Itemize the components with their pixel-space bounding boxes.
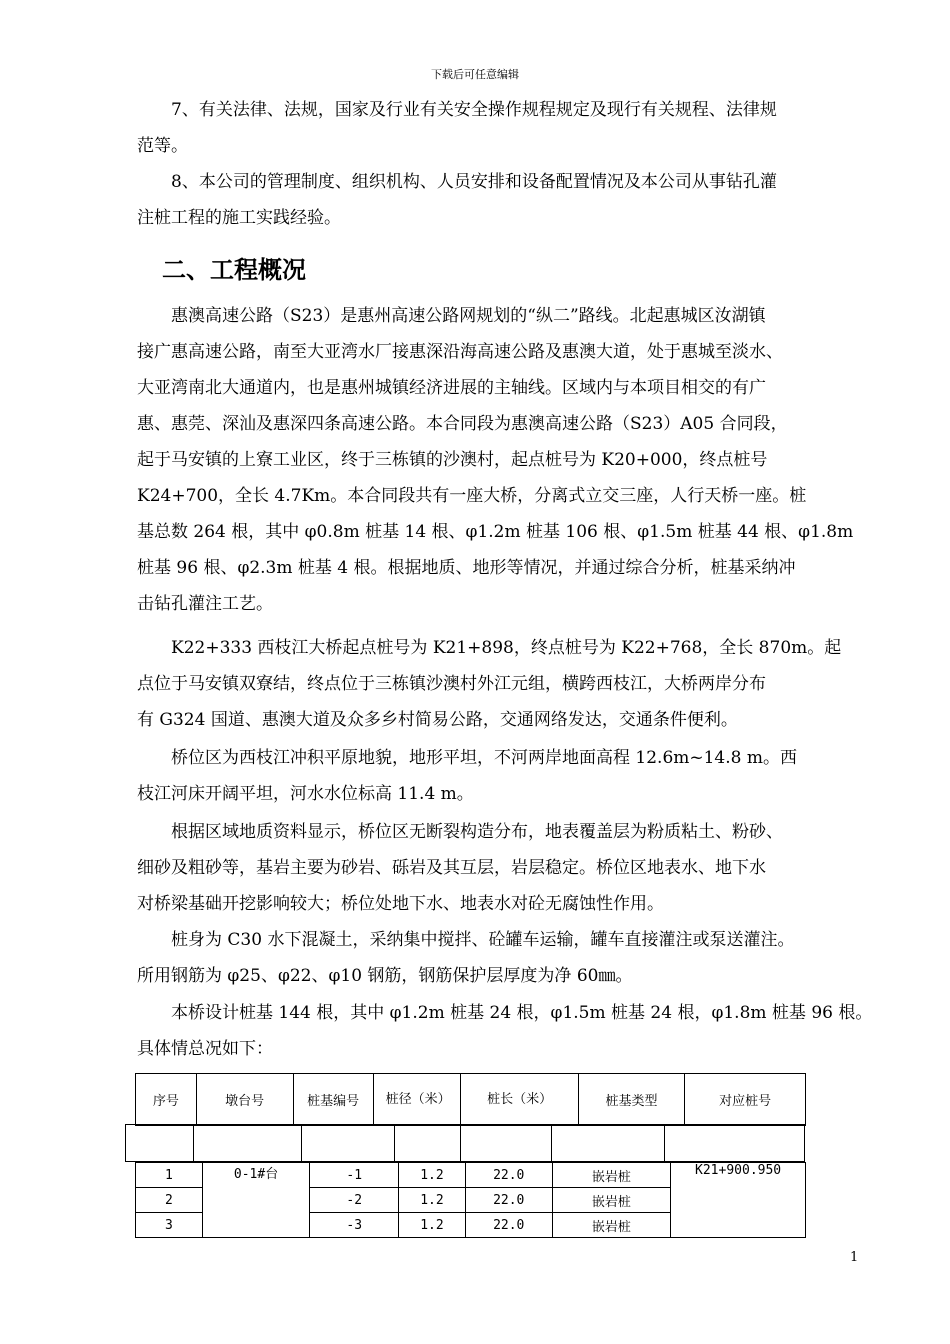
paragraph-overview xyxy=(137,298,861,622)
cell-index: 1 xyxy=(136,1163,203,1188)
cell-pile-id: -3 xyxy=(310,1213,399,1238)
text-line: 起于马安镇的上寮工业区，终于三栋镇的沙澳村，起点桩号为 K20+000，终点桩号 xyxy=(137,450,768,470)
text-line: 具体情总况如下： xyxy=(137,1039,273,1059)
text-line: 7、有关法律、法规，国家及行业有关安全操作规程规定及现行有关规程、法律规 xyxy=(171,100,777,120)
text-line: 桩身为 C30 水下混凝土，采纳集中搅拌、砼罐车运输，罐车直接灌注或泵送灌注。 xyxy=(171,930,795,950)
cell-type: 嵌岩桩 xyxy=(552,1163,671,1188)
text-line: 点位于马安镇双寮结，终点位于三栋镇沙澳村外江元组，横跨西枝江，大桥两岸分布 xyxy=(137,674,766,694)
table-row xyxy=(136,1163,806,1188)
text-line: 击钻孔灌注工艺。 xyxy=(137,594,273,614)
page-header: 下载后可任意编辑 xyxy=(431,68,519,81)
text-line: 注桩工程的施工实践经验。 xyxy=(137,208,341,228)
cell-pier: 0-1#台 xyxy=(202,1163,310,1238)
text-line: K24+700，全长 4.7Km。本合同段共有一座大桥，分离式立交三座，人行天桥一座。桩 xyxy=(137,486,807,506)
pile-header-table xyxy=(135,1073,806,1126)
table-cell xyxy=(302,1125,395,1162)
paragraph-geology xyxy=(137,814,861,922)
text-line: 对桥梁基础开挖影响较大；桥位处地下水、地表水对砼无腐蚀性作用。 xyxy=(137,894,664,914)
cell-diameter: 1.2 xyxy=(399,1213,466,1238)
text-line: 8、本公司的管理制度、组织机构、人员安排和设备配置情况及本公司从事钻孔灌 xyxy=(171,172,777,192)
text-line: 根据区域地质资料显示，桥位区无断裂构造分布，地表覆盖层为粉质粘土、粉砂、 xyxy=(171,822,783,842)
text-line: 基总数 264 根，其中 φ0.8m 桩基 14 根、φ1.2m 桩基 106 根、φ1.5m 桩基 44 根、φ1.8m xyxy=(137,522,854,542)
cell-diameter: 1.2 xyxy=(399,1163,466,1188)
text-line: K22+333 西枝江大桥起点桩号为 K21+898，终点桩号为 K22+768，全长 870m。起 xyxy=(171,638,842,658)
cell-station: K21+900.950 xyxy=(671,1163,806,1238)
table-cell xyxy=(126,1125,194,1162)
cell-pile-id: -2 xyxy=(310,1188,399,1213)
text-line: 枝江河床开阔平坦，河水水位标高 11.4 m。 xyxy=(137,784,474,804)
text-line: 所用钢筋为 φ25、φ22、φ10 钢筋，钢筋保护层厚度为净 60㎜。 xyxy=(137,966,633,986)
table-cell xyxy=(461,1125,552,1162)
page-number: 1 xyxy=(850,1250,859,1265)
table-cell xyxy=(193,1125,302,1162)
cell-index: 2 xyxy=(136,1188,203,1213)
cell-length: 22.0 xyxy=(465,1163,552,1188)
text-line: 惠、惠莞、深汕及惠深四条高速公路。本合同段为惠澳高速公路（S23）A05 合同段， xyxy=(137,414,788,434)
table-cell xyxy=(664,1125,804,1162)
text-line: 桥位区为西枝江冲积平原地貌，地形平坦，不河两岸地面高程 12.6m~14.8 m。西 xyxy=(171,748,797,768)
cell-diameter: 1.2 xyxy=(399,1188,466,1213)
text-line: 接广惠高速公路，南至大亚湾水厂接惠深沿海高速公路及惠澳大道，处于惠城至淡水、 xyxy=(137,342,783,362)
cell-type: 嵌岩桩 xyxy=(552,1213,671,1238)
section-title: 二、工程概况 xyxy=(162,256,306,284)
text-line: 细砂及粗砂等，基岩主要为砂岩、砾岩及其互层，岩层稳定。桥位区地表水、地下水 xyxy=(137,858,766,878)
col-header-pier: 墩台号 xyxy=(196,1074,293,1126)
col-header-length: 桩长（米） xyxy=(461,1074,578,1126)
col-header-diameter: 桩径（米） xyxy=(373,1074,461,1126)
text-line: 本桥设计桩基 144 根，其中 φ1.2m 桩基 24 根，φ1.5m 桩基 24 根，φ1.8m 桩基 96 根。 xyxy=(171,1003,873,1023)
pile-data-table xyxy=(135,1162,806,1238)
table-spacer-row xyxy=(125,1124,805,1162)
paragraph-design xyxy=(137,995,873,1067)
paragraph-concrete xyxy=(137,922,861,994)
cell-length: 22.0 xyxy=(465,1213,552,1238)
paragraph-terrain xyxy=(137,740,861,812)
cell-type: 嵌岩桩 xyxy=(552,1188,671,1213)
col-header-index: 序号 xyxy=(136,1074,197,1126)
cell-index: 3 xyxy=(136,1213,203,1238)
cell-length: 22.0 xyxy=(465,1188,552,1213)
paragraph-8 xyxy=(137,164,861,236)
text-line: 范等。 xyxy=(137,136,188,156)
col-header-station: 对应桩号 xyxy=(685,1074,806,1126)
table-cell xyxy=(552,1125,665,1162)
col-header-type: 桩基类型 xyxy=(578,1074,685,1126)
paragraph-bridge xyxy=(137,630,861,738)
col-header-pile-id: 桩基编号 xyxy=(293,1074,373,1126)
text-line: 大亚湾南北大通道内，也是惠州城镇经济进展的主轴线。区域内与本项目相交的有广 xyxy=(137,378,766,398)
paragraph-7 xyxy=(137,92,861,164)
text-line: 桩基 96 根、φ2.3m 桩基 4 根。根据地质、地形等情况，并通过综合分析，桩基采纳冲 xyxy=(137,558,796,578)
cell-pile-id: -1 xyxy=(310,1163,399,1188)
text-line: 有 G324 国道、惠澳大道及众多乡村简易公路，交通网络发达，交通条件便利。 xyxy=(137,710,738,730)
table-cell xyxy=(394,1125,461,1162)
text-line: 惠澳高速公路（S23）是惠州高速公路网规划的“纵二”路线。北起惠城区汝湖镇 xyxy=(171,306,766,326)
